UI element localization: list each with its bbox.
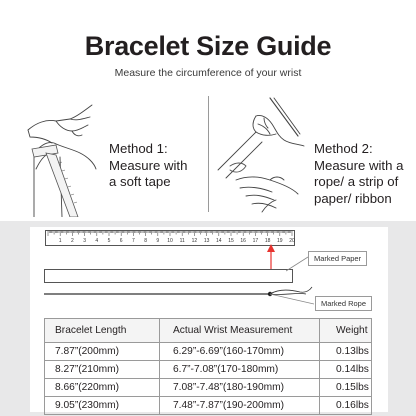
header-weight: Weight (320, 319, 372, 343)
ruler (45, 230, 295, 246)
wrist-measurement-cell: 6.29”-6.69”(160-170mm) (160, 343, 320, 361)
soft-tape-wrist-illustration-icon (26, 97, 106, 217)
marked-paper-label: Marked Paper (308, 251, 367, 266)
weight-cell: 0.15lbs (320, 379, 372, 397)
weight-cell: 0.14lbs (320, 361, 372, 379)
ruler-number: 10 (167, 238, 173, 244)
method-1-line-2: Measure with (109, 157, 188, 173)
weight-cell: 0.13lbs (320, 343, 372, 361)
method-1-text (109, 141, 187, 191)
ruler-number: 2 (71, 238, 74, 244)
method-2-line-2: Measure with a (314, 157, 404, 173)
method-2-line-1: Method 2: (314, 141, 373, 156)
wrist-measurement-cell: 7.08”-7.48”(180-190mm) (160, 379, 320, 397)
ruler-number: 15 (228, 238, 234, 244)
page-subtitle: Measure the circumference of your wrist (114, 67, 302, 79)
page-title: Bracelet Size Guide (84, 31, 332, 61)
ruler-number: 11 (179, 238, 185, 244)
marked-rope-label: Marked Rope (315, 296, 372, 311)
table-row (45, 361, 372, 379)
ruler-number: 8 (144, 238, 147, 244)
ruler-number: 12 (191, 238, 198, 244)
method-2-text (314, 141, 403, 207)
table-row (45, 379, 372, 397)
ruler-number: 16 (240, 238, 246, 244)
size-table (44, 318, 372, 415)
rope-wrist-pen-illustration-icon (212, 96, 310, 214)
vertical-divider (208, 96, 209, 212)
ruler-number: 6 (119, 238, 123, 244)
ruler-number: 19 (277, 238, 283, 244)
table-row (45, 397, 372, 415)
ruler-number: 1 (58, 238, 62, 244)
method-2-line-3: rope/ a strip of (314, 174, 399, 189)
bracelet-length-cell: 9.05”(230mm) (45, 397, 160, 415)
method-2-line-4: paper/ ribbon (314, 190, 392, 206)
header-wrist-measurement: Actual Wrist Measurement (160, 319, 320, 343)
ruler-number: 17 (252, 238, 259, 244)
ruler-number: 20 (289, 238, 295, 244)
ruler-number: 4 (95, 238, 99, 244)
wrist-measurement-cell: 7.48”-7.87”(190-200mm) (160, 397, 320, 415)
bracelet-length-cell: 8.66”(220mm) (45, 379, 160, 397)
method-1-line-1: Method 1: (109, 141, 168, 156)
table-header-row (45, 319, 372, 343)
marked-rope-icon (44, 284, 314, 308)
marked-paper-strip (44, 269, 293, 283)
ruler-number: 9 (156, 238, 160, 244)
wrist-measurement-cell: 6.7”-7.08”(170-180mm) (160, 361, 320, 379)
paper-callout-leader-icon (286, 255, 310, 275)
ruler-number: 3 (83, 238, 86, 244)
bracelet-length-cell: 8.27”(210mm) (45, 361, 160, 379)
bracelet-length-cell: 7.87”(200mm) (45, 343, 160, 361)
ruler-number: 5 (107, 238, 111, 244)
ruler-number: 14 (216, 238, 222, 244)
ruler-number: 13 (203, 238, 210, 244)
table-row (45, 343, 372, 361)
ruler-number: 7 (132, 238, 135, 244)
ruler-number: 18 (264, 238, 271, 244)
header-bracelet-length: Bracelet Length (45, 319, 160, 343)
method-1-line-3: a soft tape (109, 174, 171, 189)
weight-cell: 0.16lbs (320, 397, 372, 415)
